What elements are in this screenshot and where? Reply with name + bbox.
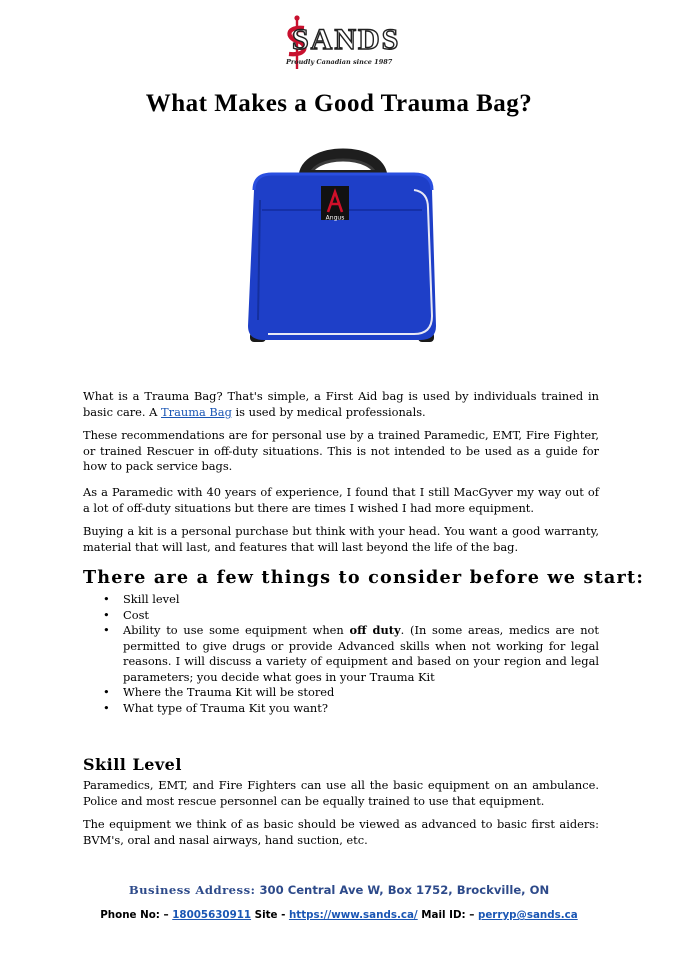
intro-text: What is a Trauma Bag? That's simple, a First Aid bag is used by individuals trained in basic care. A bbox=[83, 389, 599, 419]
mail-link[interactable]: perryp@sands.ca bbox=[477, 909, 578, 921]
considerations-heading: There are a few things to consider before we start: bbox=[83, 567, 645, 588]
ability-text: Ability to use some equipment when bbox=[123, 623, 350, 637]
list-item bbox=[83, 623, 599, 685]
skill-level-heading: Skill Level bbox=[83, 755, 182, 774]
phone-label: Phone No: – bbox=[100, 909, 173, 921]
list-item: • Cost bbox=[83, 608, 599, 624]
intro-paragraph-3: As a Paramedic with 40 years of experience, I found that I still MacGyver my way out of a lot of off-duty situations but there are times I wished I had more equipment. bbox=[83, 485, 599, 515]
intro-paragraph-1 bbox=[83, 389, 599, 420]
list-item: • Where the Trauma Kit will be stored bbox=[83, 685, 599, 701]
sands-logo bbox=[282, 14, 401, 70]
mail-label: Mail ID: – bbox=[417, 909, 478, 921]
contact-line bbox=[0, 909, 678, 921]
intro-paragraph-4: Buying a kit is a personal purchase but think with your head. You want a good warranty, material that will last, and features that will last beyond the life of the bag. bbox=[83, 524, 599, 554]
skill-paragraph-2: The equipment we think of as basic should be viewed as advanced to basic first aiders: BVM's, oral and nasal airways, hand suction, etc. bbox=[83, 817, 599, 847]
address-value: 300 Central Ave W, Box 1752, Brockville, ON bbox=[259, 883, 550, 897]
intro-text: is used by medical professionals. bbox=[231, 404, 426, 419]
ability-text: . (In some areas, medics are not permitted to give drugs or provide Advanced skills when not working for legal reasons. I will discuss a variety of equipment and based on your region and legal parameters; you decide what goes in your Trauma Kit bbox=[123, 623, 599, 684]
site-link[interactable]: https://www.sands.ca/ bbox=[288, 909, 418, 921]
trauma-bag-link[interactable]: Trauma Bag bbox=[161, 404, 232, 419]
list-item: • Skill level bbox=[83, 592, 599, 608]
address-label: Business Address: bbox=[128, 883, 256, 897]
phone-link[interactable]: 18005630911 bbox=[172, 909, 252, 921]
ability-bold-text: off duty bbox=[349, 623, 401, 637]
considerations-list bbox=[83, 592, 599, 716]
list-item: • What type of Trauma Kit you want? bbox=[83, 701, 599, 717]
skill-paragraph-1: Paramedics, EMT, and Fire Fighters can use all the basic equipment on an ambulance. Police and most rescue personnel can be equally trained to use that equipment. bbox=[83, 778, 599, 808]
intro-paragraph-2: These recommendations are for personal use by a trained Paramedic, EMT, Fire Fighter, or trained Rescuer in off-duty situations. This is not intended to be used as a guide for how to pack service bags. bbox=[83, 428, 599, 473]
page-title: What Makes a Good Trauma Bag? bbox=[145, 90, 533, 117]
site-label: Site - bbox=[251, 909, 289, 921]
bag-label: Angus bbox=[325, 214, 345, 222]
trauma-bag-image bbox=[238, 140, 448, 348]
business-address bbox=[0, 883, 678, 897]
logo-tagline: Proudly Canadian since 1987 bbox=[286, 58, 393, 66]
logo-text: SANDS bbox=[292, 23, 401, 56]
